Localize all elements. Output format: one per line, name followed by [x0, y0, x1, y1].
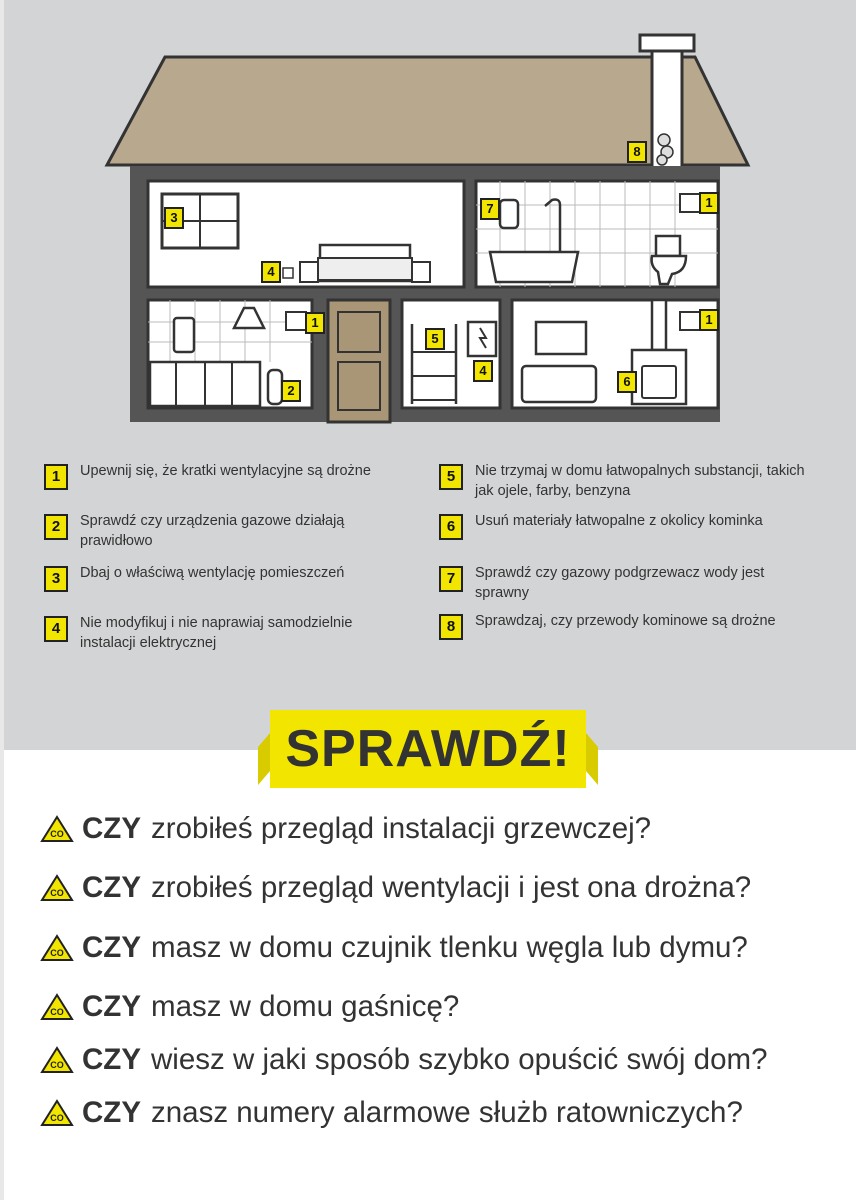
legend-item — [439, 566, 779, 603]
legend-text: Sprawdź czy gazowy podgrzewacz wody jest sprawny — [475, 565, 765, 601]
svg-text:CO: CO — [50, 1113, 64, 1123]
question-item — [40, 1043, 767, 1077]
house-badge-vent-bathroom: 1 — [699, 192, 719, 214]
house-badge-electric: 4 — [473, 360, 493, 382]
house-badge-outlet: 4 — [261, 261, 281, 283]
house-badge-vent-kitchen: 1 — [305, 312, 325, 334]
legend-text: Nie modyfikuj i nie naprawiaj samodzielnie instalacji elektrycznej — [80, 615, 353, 651]
svg-text:CO: CO — [50, 888, 64, 898]
legend-number: 5 — [439, 464, 463, 490]
legend-number: 4 — [44, 616, 68, 642]
question-text: masz w domu gaśnicę? — [151, 990, 460, 1023]
legend-text: Sprawdź czy urządzenia gazowe działają prawidłowo — [80, 513, 345, 549]
question-text: zrobiłeś przegląd instalacji grzewczej? — [151, 812, 652, 845]
question-text: zrobiłeś przegląd wentylacji i jest ona drożna? — [151, 871, 752, 904]
house-badge-water-heater: 7 — [480, 198, 500, 220]
question-prefix: CZY — [82, 931, 141, 964]
legend-text: Dbaj o właściwą wentylację pomieszczeń — [80, 565, 345, 581]
legend-number: 1 — [44, 464, 68, 490]
legend-text: Nie trzymaj w domu łatwopalnych substancji, takich jak ojele, farby, benzyna — [475, 463, 805, 499]
co-warning-icon — [40, 874, 74, 902]
co-warning-icon — [40, 934, 74, 962]
legend-number: 7 — [439, 566, 463, 592]
co-warning-icon — [40, 1046, 74, 1074]
banner-title: SPRAWDŹ! — [270, 710, 586, 788]
house-badge-chimney: 8 — [627, 141, 647, 163]
house-illustration — [0, 0, 856, 440]
legend-item — [44, 616, 404, 653]
question-text: znasz numery alarmowe służb ratowniczych? — [151, 1096, 743, 1129]
legend-text: Sprawdzaj, czy przewody kominowe są drożne — [475, 613, 776, 629]
house-badge-gas: 2 — [281, 380, 301, 402]
legend-item — [439, 514, 819, 540]
legend-number: 6 — [439, 514, 463, 540]
question-item — [40, 990, 459, 1024]
question-item — [40, 1096, 743, 1130]
legend-text: Upewnij się, że kratki wentylacyjne są drożne — [80, 463, 371, 479]
legend-item — [44, 464, 404, 490]
house-badge-shelf: 5 — [425, 328, 445, 350]
question-text: wiesz w jaki sposób szybko opuścić swój dom? — [151, 1043, 768, 1076]
legend-number: 8 — [439, 614, 463, 640]
legend-number: 2 — [44, 514, 68, 540]
legend-item — [439, 464, 819, 501]
legend-item — [44, 514, 404, 551]
legend-item — [439, 614, 819, 640]
question-prefix: CZY — [82, 812, 141, 845]
svg-text:CO: CO — [50, 1060, 64, 1070]
co-warning-icon — [40, 993, 74, 1021]
question-text: masz w domu czujnik tlenku węgla lub dymu? — [151, 931, 748, 964]
house-badge-window: 3 — [164, 207, 184, 229]
chimney-cap — [640, 35, 694, 51]
question-prefix: CZY — [82, 1043, 141, 1076]
legend-text: Usuń materiały łatwopalne z okolicy kominka — [475, 513, 763, 529]
question-prefix: CZY — [82, 1096, 141, 1129]
co-warning-icon — [40, 1099, 74, 1127]
question-prefix: CZY — [82, 871, 141, 904]
house-badge-fireplace: 6 — [617, 371, 637, 393]
svg-text:CO: CO — [50, 948, 64, 958]
question-item — [40, 931, 748, 965]
question-prefix: CZY — [82, 990, 141, 1023]
svg-text:CO: CO — [50, 1007, 64, 1017]
svg-text:CO: CO — [50, 829, 64, 839]
question-item — [40, 871, 751, 905]
house-badge-vent-living: 1 — [699, 309, 719, 331]
co-warning-icon — [40, 815, 74, 843]
question-item — [40, 812, 651, 846]
legend-item — [44, 566, 404, 592]
legend-number: 3 — [44, 566, 68, 592]
